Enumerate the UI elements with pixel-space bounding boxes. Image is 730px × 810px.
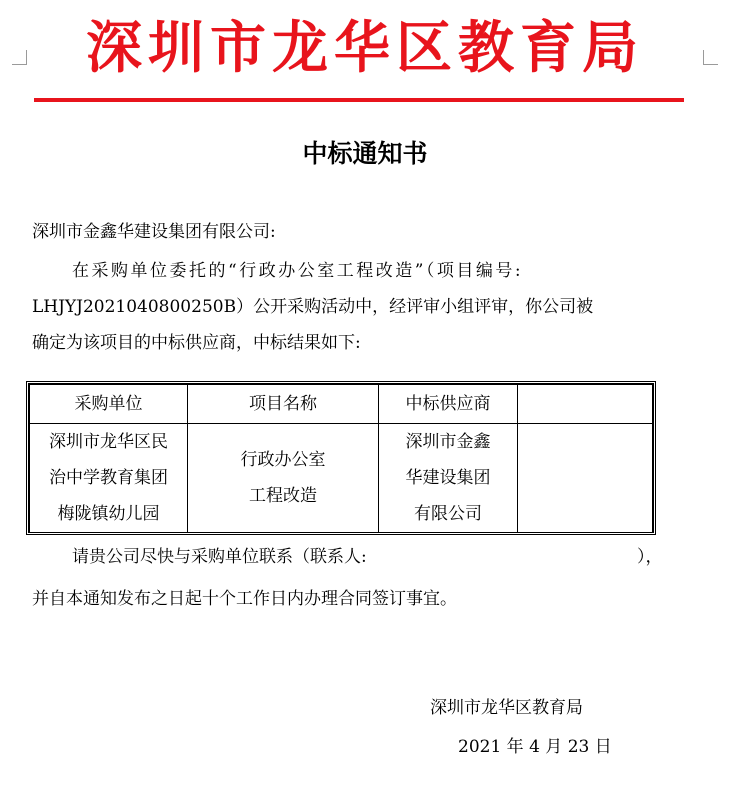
letterhead-red-rule: [34, 98, 684, 102]
body-paragraph-line: 确定为该项目的中标供应商，中标结果如下:: [32, 333, 361, 353]
header-winning-supplier: 中标供应商: [379, 385, 518, 424]
cell-line: 梅陇镇幼儿园: [57, 504, 160, 524]
header-extra: [518, 385, 653, 424]
cell-line: 行政办公室: [240, 450, 326, 470]
signature-issuer: 深圳市龙华区教育局: [430, 698, 583, 718]
cell-project-name: [188, 424, 379, 533]
letterhead-org-name: 深圳市龙华区教育局: [86, 16, 644, 81]
cell-line: 治中学教育集团: [49, 468, 168, 488]
body-paragraph-line: LHJYJ2021040800250B）公开采购活动中，经评审小组评审，你公司被: [32, 297, 594, 317]
table-row: [30, 424, 653, 533]
cell-winning-supplier: [379, 424, 518, 533]
signature-date: 2021 年 4 月 23 日: [458, 737, 612, 757]
closing-line: 并自本通知发布之日起十个工作日内办理合同签订事宜。: [32, 589, 457, 609]
cell-purchaser: [30, 424, 188, 533]
closing-line: 请贵公司尽快与采购单位联系（联系人:: [72, 547, 367, 567]
cell-line: 工程改造: [249, 486, 317, 506]
closing-line-end: ），: [637, 547, 663, 567]
cell-extra: [518, 424, 653, 533]
header-purchaser: 采购单位: [30, 385, 188, 424]
header-project-name: 项目名称: [188, 385, 379, 424]
cell-line: 深圳市金鑫: [405, 432, 491, 452]
document-title: 中标通知书: [302, 139, 428, 168]
cell-line: 深圳市龙华区民: [49, 432, 168, 452]
award-result-table: [26, 381, 656, 535]
salutation: 深圳市金鑫华建设集团有限公司:: [32, 222, 276, 242]
cell-line: 华建设集团: [405, 468, 491, 488]
body-paragraph-line: 在采购单位委托的“行政办公室工程改造”（项目编号:: [72, 261, 524, 281]
cell-line: 有限公司: [414, 504, 482, 524]
table-header-row: [30, 385, 653, 424]
